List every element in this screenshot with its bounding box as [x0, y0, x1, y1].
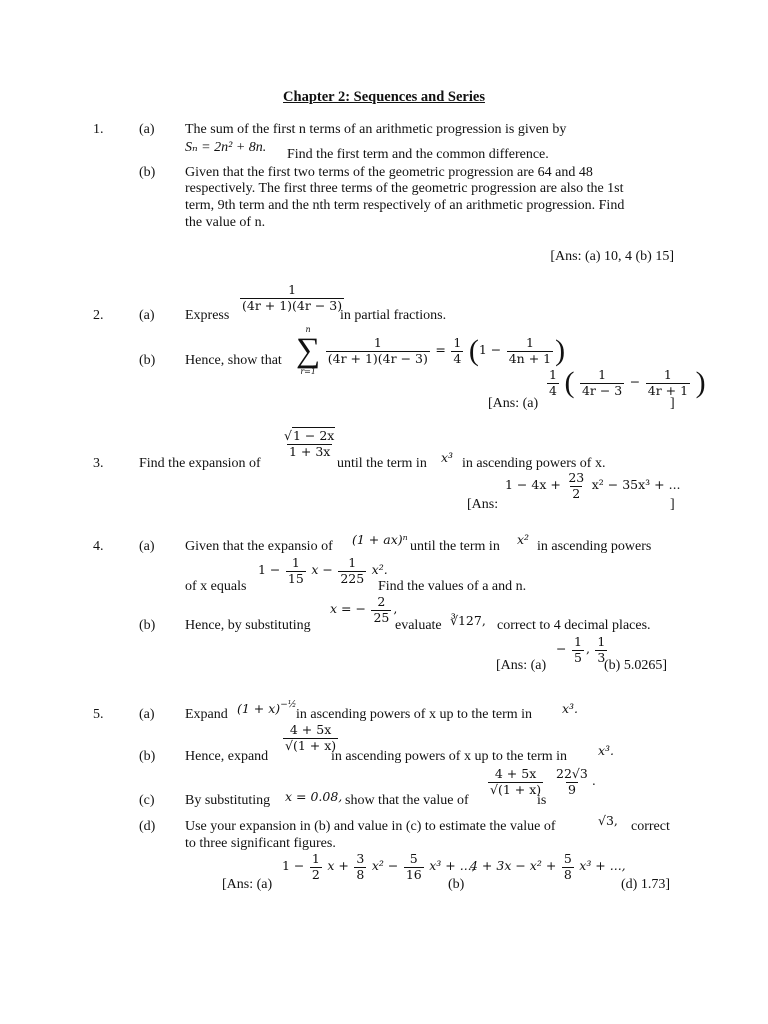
question-text: Hence, show that [185, 353, 282, 368]
math-fraction: $\frac{4 + 5x}{√(1 + x)}$ [285, 722, 337, 753]
question-text: term, 9th term and the nth term respectively of an arithmetic progression. Find [185, 198, 625, 213]
answer-line: 1 − 4x + $\frac{23}{2}$ x² − 35x³ + ... [505, 470, 681, 501]
question-text: Use your expansion in (b) and value in (c) to estimate the value of [185, 819, 556, 834]
question-text: Find the values of a and n. [378, 579, 527, 594]
answer-suffix: (b) 5.0265] [604, 658, 667, 673]
question-text: The sum of the first n terms of an arithmetic progression is given by [185, 122, 567, 137]
answer-suffix: ] [670, 497, 675, 512]
part-label: (a) [139, 308, 155, 323]
part-label: (b) [139, 165, 156, 180]
question-text: By substituting [185, 793, 271, 808]
math-root: √3, [598, 813, 618, 828]
question-text: show that the value of [345, 793, 469, 808]
question-text: Express [185, 308, 230, 323]
question-number: 5. [93, 707, 104, 722]
part-label: (a) [139, 707, 155, 722]
question-text: evaluate [395, 618, 442, 633]
part-label: (b) [139, 618, 156, 633]
question-text: until the term in [410, 539, 500, 554]
math-fraction: $\frac{√1 - 2x}{1 + 3x}$ [284, 428, 335, 459]
answer-suffix: (d) 1.73] [621, 877, 670, 892]
answer-line: − $\frac{1}{5}$ , $\frac{1}{3}$ [556, 634, 606, 665]
question-text: Hence, by substituting [185, 618, 311, 633]
math-formula: Sₙ = 2n² + 8n. [185, 140, 267, 155]
math-expression: x = 0.08, [285, 789, 343, 804]
math-expression: $(1 + x)^{-\frac{1}{2}}$ [237, 700, 297, 716]
question-text: is [537, 793, 547, 808]
part-label: (b) [139, 749, 156, 764]
question-text: Expand [185, 707, 228, 722]
question-text: correct [631, 819, 670, 834]
answer-part-label: (b) [448, 877, 465, 892]
answer-prefix: [Ans: [467, 497, 499, 512]
question-text: Find the first term and the common difference. [287, 147, 549, 162]
answer-line: $\frac{1}{4}$ ( $\frac{1}{4r - 3}$ − $\frac{1}{4r + 1}$ ) [549, 366, 706, 399]
answer-line: [Ans: (a) 10, 4 (b) 15] [550, 249, 674, 264]
answer-prefix: [Ans: (a) [496, 658, 547, 673]
question-text: to three significant figures. [185, 836, 336, 851]
question-text: correct to 4 decimal places. [497, 618, 651, 633]
question-text: in ascending powers of x up to the term in [331, 749, 568, 764]
answer-line: 4 + 3x − x² + $\frac{5}{8}$ x³ + ..., [470, 851, 626, 882]
math-expression: (1 + ax)ⁿ [352, 532, 408, 547]
math-expression: x = − $\frac{2}{25}$ , [330, 594, 398, 625]
question-number: 4. [93, 539, 104, 554]
question-text: Given that the expansio of [185, 539, 333, 554]
answer-prefix: [Ans: (a) [488, 396, 539, 411]
question-number: 1. [93, 122, 104, 137]
math-expression: 1 − $\frac{1}{15}$ x − $\frac{1}{225}$ x². [258, 555, 388, 586]
question-number: 2. [93, 308, 104, 323]
part-label: (d) [139, 819, 156, 834]
answer-line: 1 − $\frac{1}{2}$ x + $\frac{3}{8}$ x² − $\frac{5}{16}$ x³ + ..., [282, 851, 476, 882]
math-term: x³. [598, 743, 615, 758]
question-text: in ascending powers [537, 539, 652, 554]
question-text: Hence, expand [185, 749, 269, 764]
math-term: x³ [441, 450, 454, 465]
answer-suffix: ] [670, 396, 675, 411]
math-fraction: $\frac{1}{(4r + 1)(4r - 3)}$ [242, 282, 343, 313]
question-number: 3. [93, 456, 104, 471]
math-term: x² [517, 532, 530, 547]
question-text: in partial fractions. [340, 308, 447, 323]
question-text: of x equals [185, 579, 247, 594]
answer-prefix: [Ans: (a) [222, 877, 273, 892]
page-title: Chapter 2: Sequences and Series [283, 89, 485, 105]
question-text: Given that the first two terms of the geometric progression are 64 and 48 [185, 165, 593, 180]
math-term: x³. [562, 701, 579, 716]
part-label: (a) [139, 539, 155, 554]
question-text: Find the expansion of [139, 456, 261, 471]
part-label: (a) [139, 122, 155, 137]
part-label: (b) [139, 353, 156, 368]
question-text: the value of n. [185, 215, 266, 230]
math-summation: n ∑ r=1 $\frac{1}{(4r + 1)(4r - 3)}$ = $\frac{1}{4}$ (1 − $\frac{1}{4n + 1}$ ) [296, 325, 566, 376]
math-fraction: $\frac{4 + 5x}{√(1 + x)}$ [490, 766, 542, 797]
question-text: in ascending powers of x up to the term in [296, 707, 533, 722]
question-text: respectively. The first three terms of the geometric progression are also the 1st [185, 181, 624, 196]
part-label: (c) [139, 793, 155, 808]
math-root: ∛127, [450, 613, 486, 628]
question-text: until the term in [337, 456, 427, 471]
math-fraction: $\frac{22√3}{9}$ . [556, 766, 596, 797]
question-text: in ascending powers of x. [462, 456, 606, 471]
